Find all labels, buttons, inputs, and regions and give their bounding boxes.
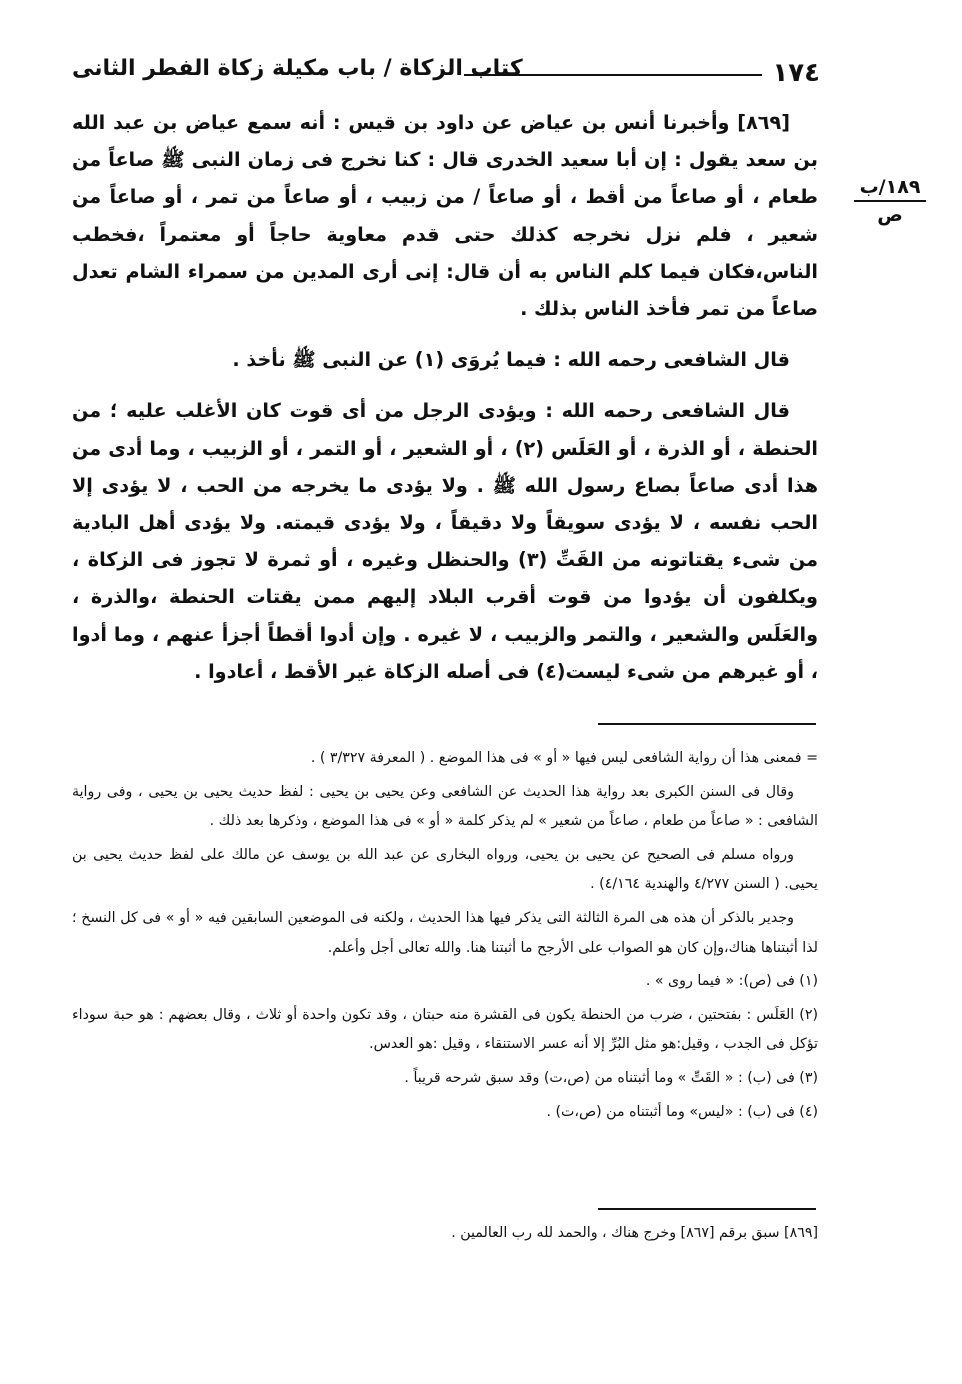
shafii-ruling-paragraph: قال الشافعى رحمه الله : ويؤدى الرجل من أى قوت كان الأغلب عليه ؛ من الحنطة ، أو الذرة ، أو العَلَس (٢) ، أو الشعير ، أو التمر ، أو الزبيب ، وما أدى من هذا أدى صاعاً بصاع رسول الله ﷺ . ولا يؤدى ما يخرجه من الحب ، لا يؤدى إلا الحب نفسه ، لا يؤدى سويقاً ولا دقيقاً ، ولا يؤدى قيمته. ولا يؤدى أهل البادية من شىء يقتاتونه من القَتِّ (٣) والحنظل وغيره ، أو ثمرة لا تجوز فى الزكاة ، ويكلفون أن يؤدوا من قوت أقرب البلاد إليهم ممن يقتات الحنطة ،والذرة ، والعَلَس والشعير ، والتمر والزبيب ، لا غيره . وإن أدوا أقطاً أجزأ عنهم ، وما أدوا ، أو غيرهم من شىء ليست(٤) فى أصله الزكاة غير الأقط ، أعادوا . bbox=[72, 399, 818, 683]
main-text bbox=[72, 104, 818, 704]
footnote-continuation: وقال فى السنن الكبرى بعد رواية هذا الحديث عن الشافعى وعن يحيى بن يحيى : لفظ حديث يحيى بن يحيى ، وفى رواية الشافعى : « صاعاً من طعام ، صاعاً من شعير » لم يذكر كلمة « أو » فى هذا الموضع ، وذكرها بعد ذلك . bbox=[72, 783, 818, 830]
manuscript-siglum: ص bbox=[877, 204, 903, 226]
footnote-continuation: وجدير بالذكر أن هذه هى المرة الثالثة التى يذكر فيها هذا الحديث ، ولكنه فى الموضعين السابقين فيه « أو » فى كل النسخ ؛ لذا أثبتناها هناك،وإن كان هو الصواب على الأرجح ما أثبتنا هنا. والله تعالى أجل وأعلم. bbox=[72, 909, 818, 956]
manuscript-folio-note bbox=[854, 176, 926, 226]
endnote-separator bbox=[598, 1208, 816, 1210]
hadith-paragraph: [٨٦٩] وأخبرنا أنس بن عياض عن داود بن قيس : أنه سمع عياض بن عبد الله بن سعد يقول : إن أبا سعيد الخدرى قال : كنا نخرج فى زمان النبى ﷺ صاعاً من طعام ، أو صاعاً من أقط ، أو صاعاً / من زبيب ، أو صاعاً من تمر ، أو صاعاً من شعير ، فلم نزل نخرجه كذلك حتى قدم معاوية حاجاً أو معتمراً ،فخطب الناس،فكان فيما كلم الناس به أن قال: إنى أرى المدين من سمراء الشام تعدل صاعاً من تمر فأخذ الناس بذلك . bbox=[72, 111, 818, 321]
footnote-continuation: = فمعنى هذا أن رواية الشافعى ليس فيها « أو » فى هذا الموضع . ( المعرفة ٣/٣٢٧ ) . bbox=[310, 750, 818, 766]
shafii-statement: قال الشافعى رحمه الله : فيما يُروَى (١) عن النبى ﷺ نأخذ . bbox=[232, 348, 790, 372]
footnotes bbox=[72, 744, 818, 1131]
footnote-1: (١) فى (ص): « فيما روى » . bbox=[645, 973, 818, 990]
footnote-4: (٤) فى (ب) : «ليس» وما أثبتناه من (ص،ت) . bbox=[546, 1103, 818, 1120]
takhrij-note: [٨٦٩] سبق برقم [٨٦٧] وخرج هناك ، والحمد لله رب العالمين . bbox=[451, 1225, 818, 1241]
page-header bbox=[72, 52, 820, 96]
folio-reference: ١٨٩/ب bbox=[854, 176, 926, 202]
running-title: كتاب الزكاة / باب مكيلة زكاة الفطر الثانى bbox=[72, 56, 523, 81]
page-number: ١٧٤ bbox=[772, 58, 820, 88]
footnote-continuation: ورواه مسلم فى الصحيح عن يحيى بن يحيى، ورواه البخارى عن عبد الله بن يوسف عن مالك على لفظ حديث يحيى بن يحيى. ( السنن ٤/٢٧٧ والهندية ٤/١٦٤) . bbox=[72, 846, 818, 893]
footnote-separator bbox=[598, 723, 816, 725]
footnote-2: (٢) العَلَس : بفتحتين ، ضرب من الحنطة يكون فى القشرة منه حبتان ، وقد تكون واحدة أو ثلاث ، وقال بعضهم : هو حبة سوداء تؤكل فى الجدب ، وقيل:هو مثل البُرِّ إلا أنه عسر الاستنقاء ، وقيل :هو العدس. bbox=[72, 1006, 818, 1053]
footnote-3: (٣) فى (ب) : « القَتِّ » وما أثبتناه من (ص،ت) وقد سبق شرحه قريباً . bbox=[404, 1069, 818, 1086]
